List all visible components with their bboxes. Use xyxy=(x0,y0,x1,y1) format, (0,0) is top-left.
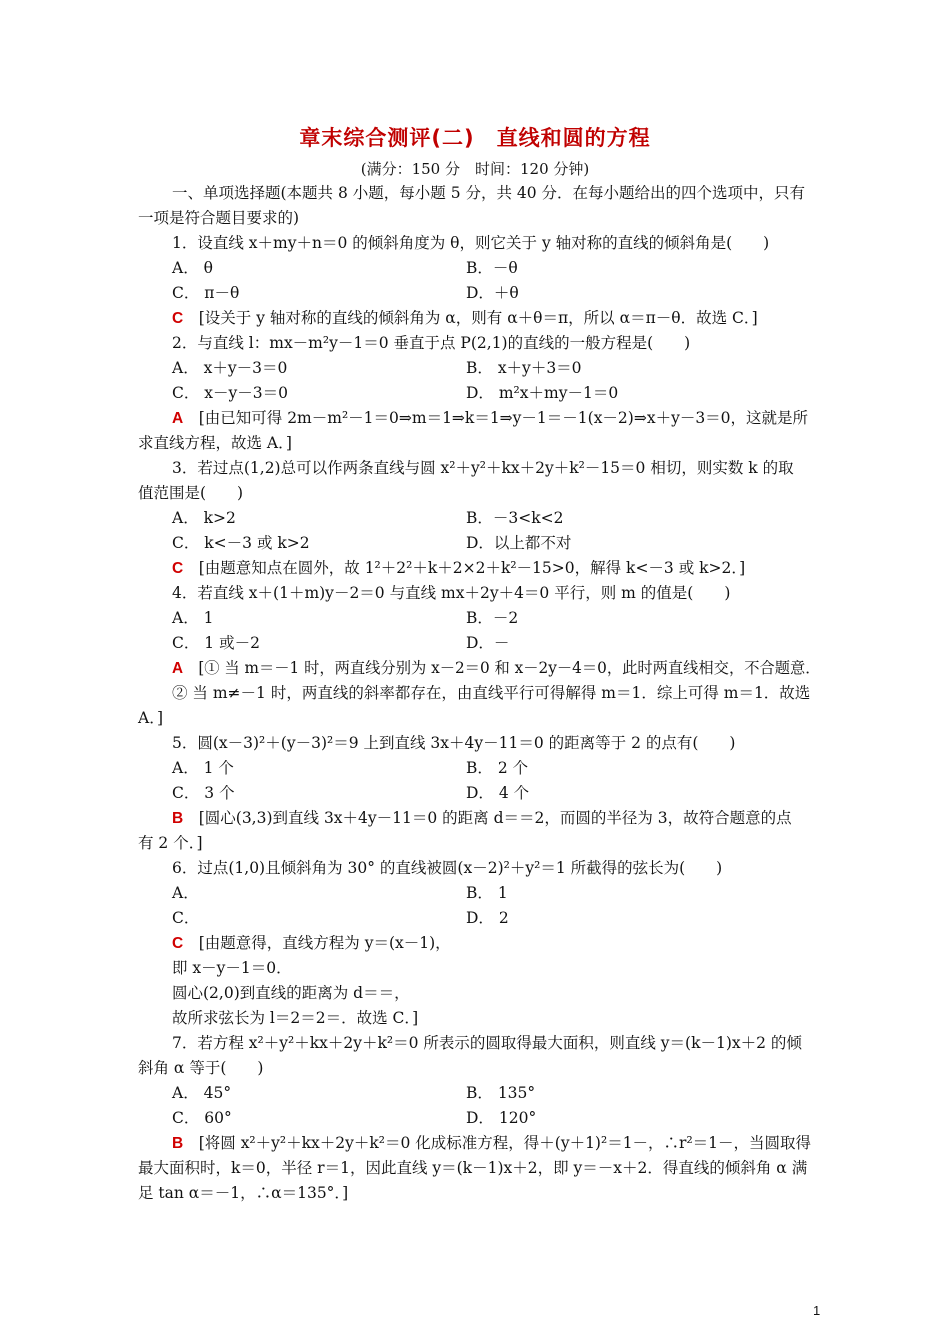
option-d: D．＋θ xyxy=(466,284,519,302)
option-c: C． π－θ xyxy=(172,284,240,302)
answer-key: A xyxy=(172,660,184,677)
answer-explanation-cont: 即 x－y－1＝0． xyxy=(172,959,292,977)
option-b: B． 135° xyxy=(466,1084,536,1102)
question-stem-cont: 斜角 α 等于( ) xyxy=(138,1059,264,1077)
answer-key: C xyxy=(172,560,184,577)
page-subtitle: (满分：150 分 时间：120 分钟) xyxy=(360,160,590,178)
question-stem: 6．过点(1,0)且倾斜角为 30° 的直线被圆(x－2)²＋y²＝1 所截得的弦长为( ) xyxy=(172,859,723,877)
answer-explanation: [由题意得，直线方程为 y＝(x－1)， xyxy=(198,934,451,952)
option-b: B．－3<k<2 xyxy=(466,509,564,527)
answer-explanation: [设关于 y 轴对称的直线的倾斜角为 α，则有 α＋θ＝π，所以 α＝π－θ．故选 C．] xyxy=(198,309,758,327)
option-c: C． x－y－3＝0 xyxy=(172,384,289,402)
section-heading-cont: 一项是符合题目要求的) xyxy=(138,209,300,227)
question-stem: 3．若过点(1,2)总可以作两条直线与圆 x²＋y²＋kx＋2y＋k²－15＝0 相切，则实数 k 的取 xyxy=(172,459,794,477)
option-b: B．－2 xyxy=(466,609,519,627)
option-c: C． 1 或－2 xyxy=(172,634,260,652)
option-d: D． 120° xyxy=(466,1109,537,1127)
question-stem-cont: 值范围是( ) xyxy=(138,484,244,502)
option-c: C． 3 个 xyxy=(172,784,235,802)
question-stem: 5．圆(x－3)²＋(y－3)²＝9 上到直线 3x＋4y－11＝0 的距离等于 2 的点有( ) xyxy=(172,734,736,752)
option-b: B． x＋y＋3＝0 xyxy=(466,359,582,377)
option-a: A． 1 个 xyxy=(172,759,234,777)
answer-line xyxy=(172,408,808,429)
option-b: B．－θ xyxy=(466,259,518,277)
answer-explanation: [将圆 x²＋y²＋kx＋2y＋k²＝0 化成标准方程，得＋(y＋1)²＝1－，∴r²＝1－，当圆取得 xyxy=(198,1134,812,1152)
answer-explanation-cont: 故所求弦长为 l＝2＝2＝．故选 C．] xyxy=(172,1009,419,1027)
answer-explanation: [由已知可得 2m－m²－1＝0⇒m＝1⇒k＝1⇒y－1＝－1(x－2)⇒x＋y－3＝0，这就是所 xyxy=(198,409,809,427)
option-c: C． xyxy=(172,909,200,927)
answer-line xyxy=(172,658,821,679)
section-heading: 一、单项选择题(本题共 8 小题，每小题 5 分，共 40 分．在每小题给出的四个选项中，只有 xyxy=(172,184,806,202)
answer-explanation-cont: 求直线方程，故选 A．] xyxy=(138,434,292,452)
answer-key: C xyxy=(172,935,184,952)
answer-line xyxy=(172,558,745,579)
answer-explanation-cont: ② 当 m≠－1 时，两直线的斜率都存在，由直线平行可得解得 m＝1．综上可得 m＝1．故选 xyxy=(172,684,811,702)
option-a: A． x＋y－3＝0 xyxy=(172,359,288,377)
question-stem: 4．若直线 x＋(1＋m)y－2＝0 与直线 mx＋2y＋4＝0 平行，则 m 的值是( ) xyxy=(172,584,731,602)
answer-key: B xyxy=(172,810,184,827)
answer-explanation: [由题意知点在圆外，故 1²＋2²＋k＋2×2＋k²－15>0，解得 k<－3 或 k>2．] xyxy=(198,559,746,577)
option-a: A． 45° xyxy=(172,1084,232,1102)
option-a: A． xyxy=(172,884,199,902)
option-a: A． k>2 xyxy=(172,509,236,527)
answer-explanation-cont: 有 2 个．] xyxy=(138,834,203,852)
answer-key: B xyxy=(172,1135,184,1152)
option-c: C． k<－3 或 k>2 xyxy=(172,534,310,552)
option-d: D．以上都不对 xyxy=(466,534,572,552)
answer-explanation: [圆心(3,3)到直线 3x＋4y－11＝0 的距离 d＝＝2，而圆的半径为 3，故符合题意的点 xyxy=(198,809,792,827)
answer-explanation: [① 当 m＝－1 时，两直线分别为 x－2＝0 和 x－2y－4＝0，此时两直线相交，不合题意． xyxy=(198,659,821,677)
question-stem: 2．与直线 l：mx－m²y－1＝0 垂直于点 P(2,1)的直线的一般方程是( ) xyxy=(172,334,691,352)
answer-line xyxy=(172,1133,811,1154)
option-b: B． 2 个 xyxy=(466,759,529,777)
option-c: C． 60° xyxy=(172,1109,232,1127)
answer-line xyxy=(172,308,758,329)
option-d: D． m²x＋my－1＝0 xyxy=(466,384,619,402)
page-title: 章末综合测评(二) 直线和圆的方程 xyxy=(299,126,651,150)
answer-key: A xyxy=(172,410,184,427)
page-number: 1 xyxy=(813,1303,821,1318)
question-stem: 7．若方程 x²＋y²＋kx＋2y＋k²＝0 所表示的圆取得最大面积，则直线 y＝(k－1)x＋2 的倾 xyxy=(172,1034,802,1052)
answer-line xyxy=(172,933,451,954)
answer-explanation-cont: 圆心(2,0)到直线的距离为 d＝＝， xyxy=(172,984,410,1002)
option-a: A． 1 xyxy=(172,609,214,627)
answer-line xyxy=(172,808,792,829)
answer-explanation-cont: A．] xyxy=(138,709,163,727)
question-stem: 1．设直线 x＋my＋n＝0 的倾斜角度为 θ，则它关于 y 轴对称的直线的倾斜角是( ) xyxy=(172,234,770,252)
answer-explanation-cont: 最大面积时，k＝0，半径 r＝1，因此直线 y＝(k－1)x＋2，即 y＝－x＋2．得直线的倾斜角 α 满 xyxy=(138,1159,808,1177)
option-b: B． 1 xyxy=(466,884,508,902)
answer-key: C xyxy=(172,310,184,327)
option-d: D． 4 个 xyxy=(466,784,530,802)
answer-explanation-cont: 足 tan α＝－1，∴α＝135°．] xyxy=(138,1184,349,1202)
option-a: A． θ xyxy=(172,259,213,277)
option-d: D．－ xyxy=(466,634,510,652)
option-d: D． 2 xyxy=(466,909,509,927)
